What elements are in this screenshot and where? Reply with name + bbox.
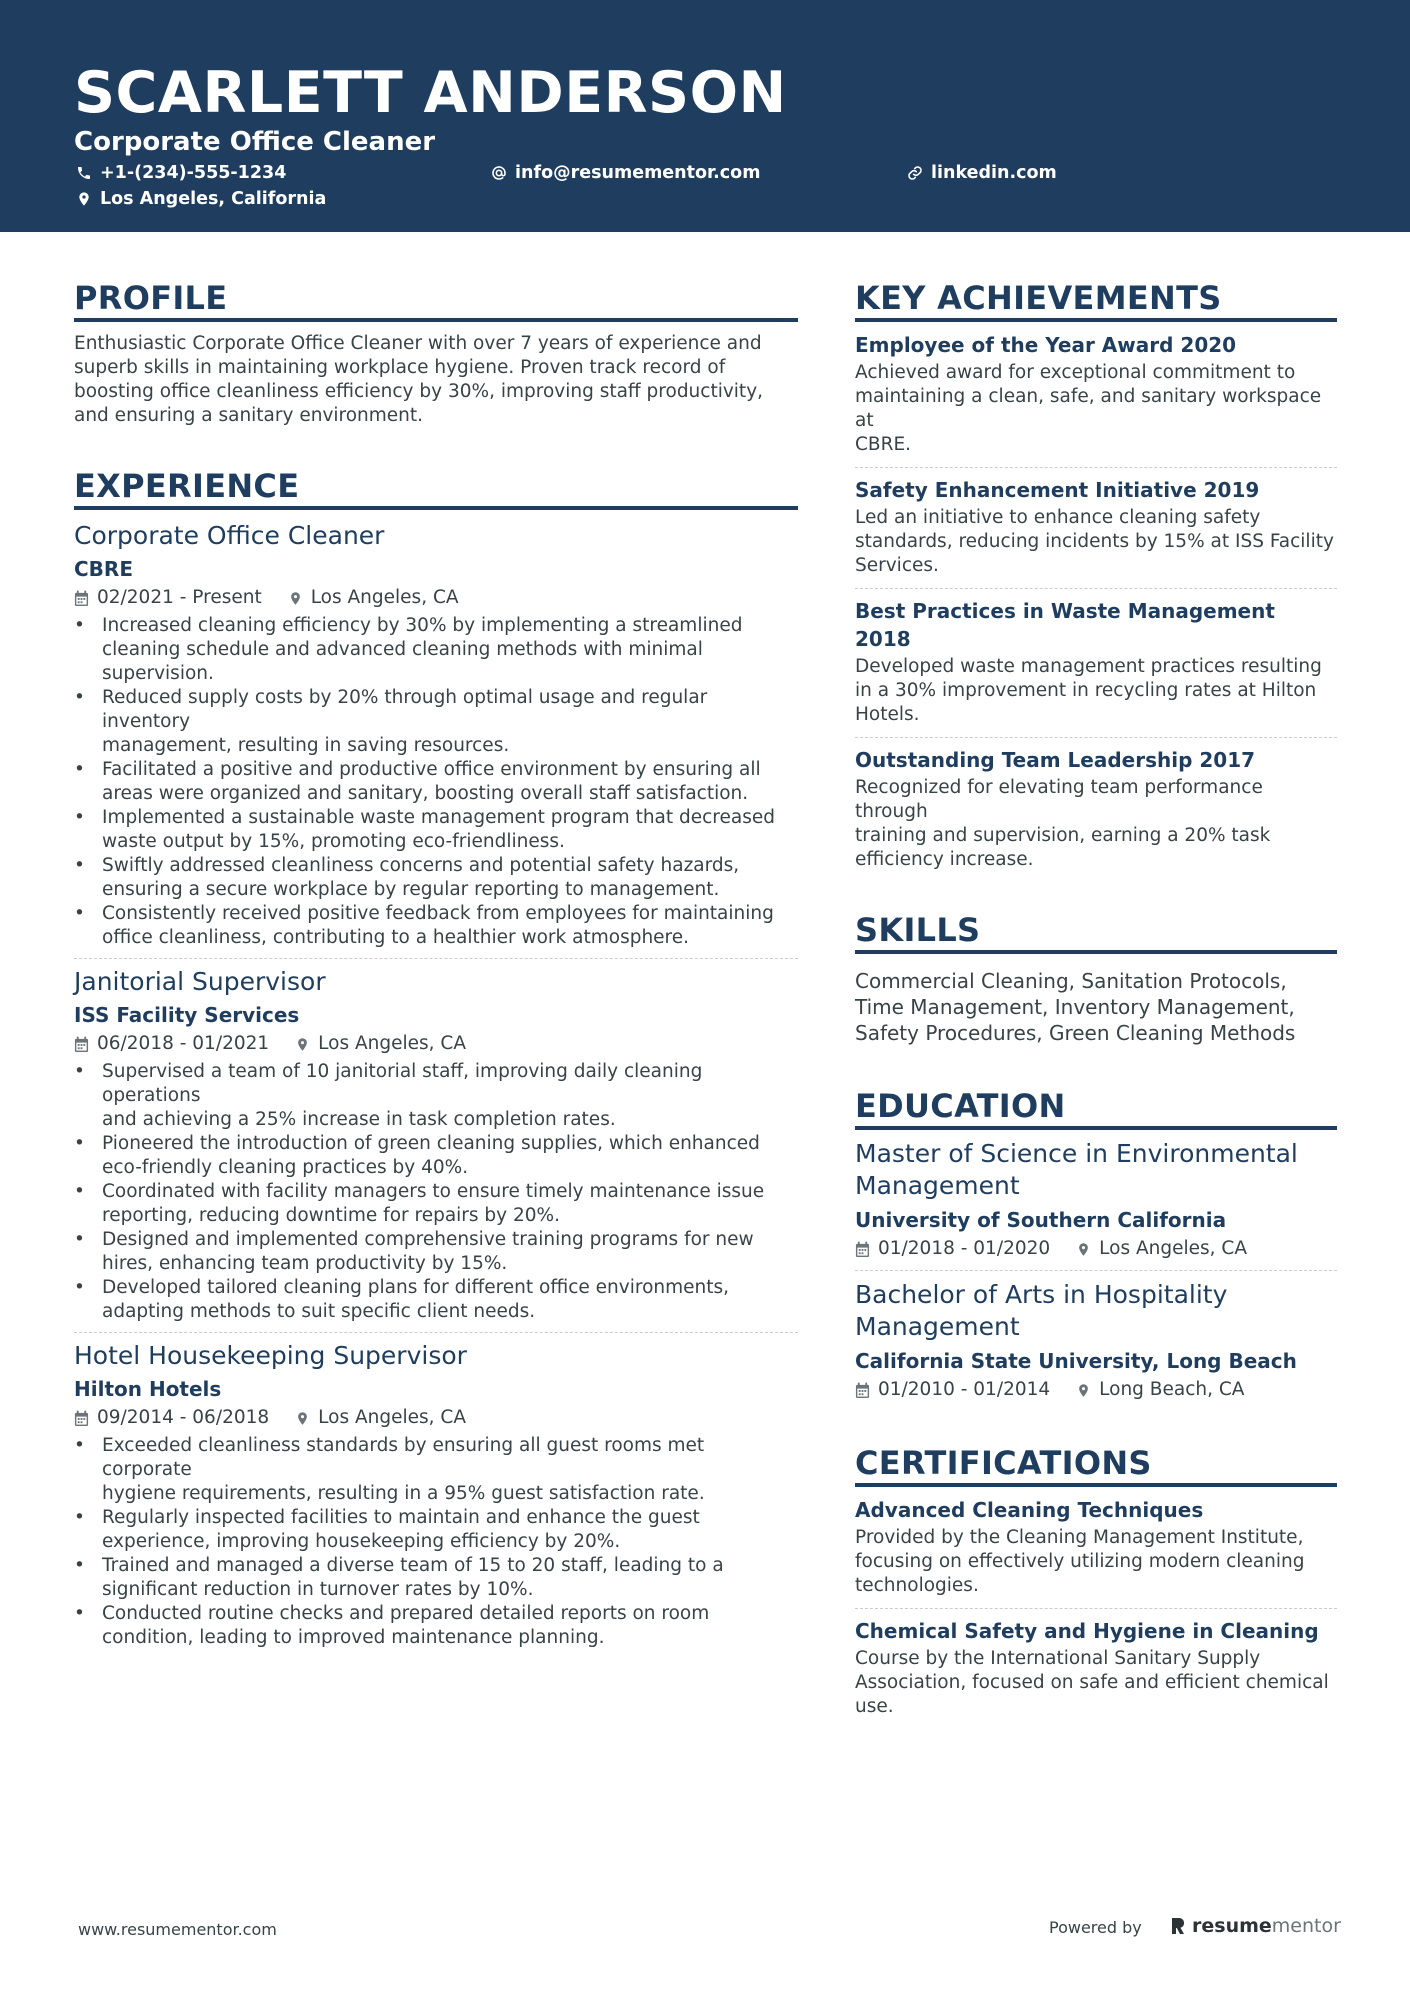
job-title: Janitorial Supervisor bbox=[74, 967, 326, 996]
job-bullets bbox=[74, 1434, 798, 1650]
job-location: Los Angeles, CA bbox=[318, 1033, 466, 1054]
contact-email[interactable] bbox=[491, 161, 760, 185]
right-column bbox=[855, 278, 1337, 1719]
job-title: Corporate Office Cleaner bbox=[74, 521, 385, 550]
skills-line: Commercial Cleaning, Sanitation Protocols, bbox=[855, 969, 1287, 993]
location-pin-icon bbox=[1076, 1241, 1091, 1258]
education-degree: Master of Science in Environmental Management bbox=[855, 1139, 1298, 1200]
achievement-desc: Recognized for elevating team performance through training and supervision, earning a 20% task efficiency increase. bbox=[855, 777, 1271, 870]
skills-line: Safety Procedures, Green Cleaning Methods bbox=[855, 1021, 1296, 1045]
education-meta bbox=[855, 1377, 1337, 1403]
bullet-item: • Developed tailored cleaning plans for different office environments, adapting methods to suit specific client needs. bbox=[74, 1276, 798, 1324]
certification-desc: Course by the International Sanitary Supply Association, focused on safe and efficient chemical use. bbox=[855, 1648, 1329, 1717]
bullet-item: • Supervised a team of 10 janitorial staff, improving daily cleaning operations and achieving a 25% increase in task completion rates. bbox=[74, 1060, 798, 1132]
divider bbox=[855, 467, 1337, 468]
calendar-icon bbox=[74, 1036, 89, 1053]
location-pin-icon bbox=[76, 191, 92, 207]
skills-heading: SKILLS bbox=[855, 910, 1337, 954]
education-dates: 01/2010 - 01/2014 bbox=[878, 1379, 1051, 1400]
achievement-title: Safety Enhancement Initiative 2019 bbox=[855, 478, 1260, 502]
logo-text-light: mentor bbox=[1271, 1915, 1341, 1937]
candidate-name: SCARLETT ANDERSON bbox=[74, 60, 787, 126]
job-company: ISS Facility Services bbox=[74, 1003, 300, 1027]
certification-item bbox=[855, 1496, 1337, 1598]
job-location: Los Angeles, CA bbox=[318, 1407, 466, 1428]
education-degree: Bachelor of Arts in Hospitality Management bbox=[855, 1280, 1228, 1341]
achievement-title: Outstanding Team Leadership 2017 bbox=[855, 748, 1256, 772]
bullet-item: • Trained and managed a diverse team of 15 to 20 staff, leading to a significant reduction in turnover rates by 10%. bbox=[74, 1554, 798, 1602]
divider bbox=[855, 588, 1337, 589]
contact-linkedin-text: linkedin.com bbox=[931, 163, 1057, 183]
contact-phone-text: +1-(234)-555-1234 bbox=[100, 163, 287, 183]
resume-header bbox=[0, 0, 1410, 232]
calendar-icon bbox=[74, 590, 89, 607]
job-bullets bbox=[74, 1060, 798, 1324]
education-item bbox=[855, 1138, 1337, 1262]
certification-title: Advanced Cleaning Techniques bbox=[855, 1498, 1204, 1522]
job-entry bbox=[74, 965, 798, 1324]
achievement-item bbox=[855, 597, 1337, 727]
job-entry bbox=[74, 519, 798, 950]
location-pin-icon bbox=[1076, 1382, 1091, 1399]
achievement-item bbox=[855, 331, 1337, 457]
contact-email-text: info@resumementor.com bbox=[515, 163, 761, 183]
achievement-desc: Led an initiative to enhance cleaning safety standards, reducing incidents by 15% at ISS Facility Services. bbox=[855, 507, 1334, 576]
education-school: California State University, Long Beach bbox=[855, 1349, 1297, 1373]
certification-desc: Provided by the Cleaning Management Institute, focusing on effectively utilizing modern cleaning technologies. bbox=[855, 1527, 1305, 1596]
job-entry bbox=[74, 1339, 798, 1650]
divider bbox=[855, 1608, 1337, 1609]
education-school: University of Southern California bbox=[855, 1208, 1227, 1232]
job-bullets bbox=[74, 614, 798, 950]
bullet-item: • Facilitated a positive and productive office environment by ensuring all areas were organized and sanitary, boosting overall staff satisfaction. bbox=[74, 758, 798, 806]
bullet-item: • Increased cleaning efficiency by 30% by implementing a streamlined cleaning schedule and advanced cleaning methods with minimal supervision. bbox=[74, 614, 798, 686]
achievement-title: Employee of the Year Award 2020 bbox=[855, 333, 1237, 357]
candidate-role: Corporate Office Cleaner bbox=[74, 127, 436, 157]
profile-summary bbox=[74, 332, 798, 428]
job-dates: 09/2014 - 06/2018 bbox=[97, 1407, 270, 1428]
footer-website-link[interactable]: www.resumementor.com bbox=[78, 1920, 277, 1939]
logo-text-bold: resume bbox=[1192, 1915, 1272, 1937]
contact-linkedin[interactable] bbox=[907, 161, 1057, 185]
job-dates: 02/2021 - Present bbox=[97, 587, 262, 608]
job-company: Hilton Hotels bbox=[74, 1377, 222, 1401]
certification-item bbox=[855, 1617, 1337, 1719]
bullet-item: • Exceeded cleanliness standards by ensuring all guest rooms met corporate hygiene requirements, resulting in a 95% guest satisfaction rate. bbox=[74, 1434, 798, 1506]
bullet-item: • Consistently received positive feedback from employees for maintaining office cleanliness, contributing to a healthier work atmosphere. bbox=[74, 902, 798, 950]
bullet-item: • Reduced supply costs by 20% through optimal usage and regular inventory management, resulting in saving resources. bbox=[74, 686, 798, 758]
profile-line: Enthusiastic Corporate Office Cleaner with over 7 years of experience and bbox=[74, 333, 762, 354]
education-location: Long Beach, CA bbox=[1099, 1379, 1245, 1400]
phone-icon bbox=[76, 165, 92, 181]
achievement-item bbox=[855, 746, 1337, 872]
location-pin-icon bbox=[295, 1410, 310, 1427]
contact-location-text: Los Angeles, California bbox=[100, 189, 327, 209]
job-meta bbox=[74, 1405, 798, 1431]
profile-heading: PROFILE bbox=[74, 278, 798, 322]
divider bbox=[74, 1332, 798, 1333]
contact-location bbox=[76, 187, 326, 211]
profile-line: and ensuring a sanitary environment. bbox=[74, 405, 424, 426]
calendar-icon bbox=[855, 1241, 870, 1258]
job-title: Hotel Housekeeping Supervisor bbox=[74, 1341, 467, 1370]
at-icon bbox=[491, 165, 507, 181]
skills-line: Time Management, Inventory Management, bbox=[855, 995, 1295, 1019]
location-pin-icon bbox=[288, 590, 303, 607]
bullet-item: • Implemented a sustainable waste management program that decreased waste output by 15%, promoting eco-friendliness. bbox=[74, 806, 798, 854]
resumementor-logo-icon bbox=[1170, 1916, 1186, 1936]
divider bbox=[855, 1270, 1337, 1271]
achievement-item bbox=[855, 476, 1337, 578]
left-column bbox=[74, 278, 798, 1650]
job-dates: 06/2018 - 01/2021 bbox=[97, 1033, 270, 1054]
job-company: CBRE bbox=[74, 557, 133, 581]
contact-phone[interactable] bbox=[76, 161, 286, 185]
bullet-item: • Regularly inspected facilities to maintain and enhance the guest experience, improving housekeeping efficiency by 20%. bbox=[74, 1506, 798, 1554]
education-location: Los Angeles, CA bbox=[1099, 1238, 1247, 1259]
resumementor-logo[interactable] bbox=[1170, 1913, 1341, 1939]
calendar-icon bbox=[855, 1382, 870, 1399]
profile-line: superb skills in maintaining workplace hygiene. Proven track record of bbox=[74, 357, 726, 378]
education-heading: EDUCATION bbox=[855, 1086, 1337, 1130]
footer-powered-by: Powered by bbox=[1049, 1918, 1142, 1937]
achievements-heading: KEY ACHIEVEMENTS bbox=[855, 278, 1337, 322]
education-dates: 01/2018 - 01/2020 bbox=[878, 1238, 1051, 1259]
skills-list bbox=[855, 968, 1337, 1046]
achievement-title: Best Practices in Waste Management 2018 bbox=[855, 599, 1275, 651]
calendar-icon bbox=[74, 1410, 89, 1427]
certifications-heading: CERTIFICATIONS bbox=[855, 1443, 1337, 1487]
certification-title: Chemical Safety and Hygiene in Cleaning bbox=[855, 1619, 1319, 1643]
bullet-item: • Designed and implemented comprehensive training programs for new hires, enhancing team productivity by 15%. bbox=[74, 1228, 798, 1276]
link-icon bbox=[907, 165, 923, 181]
bullet-item: • Pioneered the introduction of green cleaning supplies, which enhanced eco-friendly cleaning practices by 40%. bbox=[74, 1132, 798, 1180]
location-pin-icon bbox=[295, 1036, 310, 1053]
achievement-desc: Developed waste management practices resulting in a 30% improvement in recycling rates at Hilton Hotels. bbox=[855, 656, 1322, 725]
education-item bbox=[855, 1279, 1337, 1403]
experience-heading: EXPERIENCE bbox=[74, 466, 798, 510]
profile-line: boosting office cleanliness efficiency by 30%, improving staff productivity, bbox=[74, 381, 764, 402]
bullet-item: • Coordinated with facility managers to ensure timely maintenance issue reporting, reducing downtime for repairs by 20%. bbox=[74, 1180, 798, 1228]
job-meta bbox=[74, 1031, 798, 1057]
divider bbox=[74, 958, 798, 959]
job-location: Los Angeles, CA bbox=[310, 587, 459, 608]
job-meta bbox=[74, 585, 798, 611]
achievement-desc: Achieved award for exceptional commitment to maintaining a clean, safe, and sanitary workspace at CBRE. bbox=[855, 362, 1322, 455]
bullet-item: • Swiftly addressed cleanliness concerns and potential safety hazards, ensuring a secure workplace by regular reporting to management. bbox=[74, 854, 798, 902]
education-meta bbox=[855, 1236, 1337, 1262]
divider bbox=[855, 737, 1337, 738]
bullet-item: • Conducted routine checks and prepared detailed reports on room condition, leading to improved maintenance planning. bbox=[74, 1602, 798, 1650]
